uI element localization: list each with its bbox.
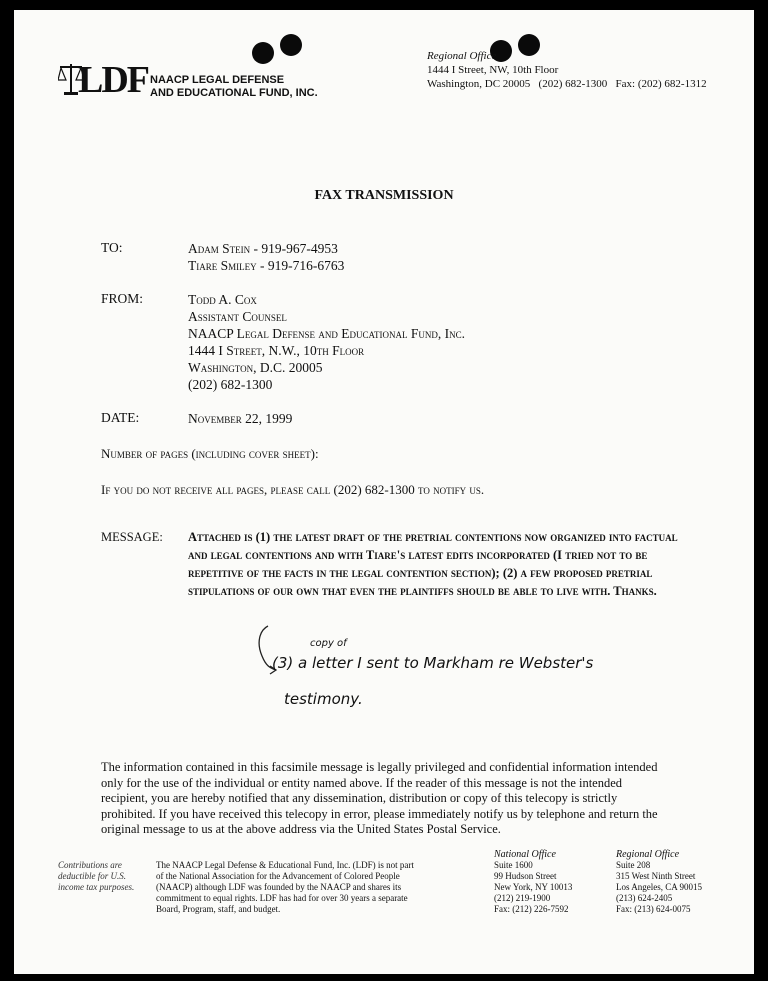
date-value: November 22, 1999: [188, 411, 293, 426]
tax-line-3: income tax purposes.: [58, 882, 135, 892]
national-line-3: New York, NY 10013: [494, 882, 573, 892]
note-line-3: (NAACP) although LDF was founded by the NAACP and shares its: [156, 882, 402, 892]
regional-label: Regional Office: [427, 50, 497, 62]
handwritten-line-1: (3) a letter I sent to Markham re Webster's: [272, 654, 594, 672]
regional-footer-line-5: Fax: (213) 624-0075: [616, 904, 691, 914]
to-line-1: Adam Stein - 919-967-4953: [188, 241, 338, 256]
from-line-1: Todd A. Cox: [188, 292, 257, 307]
from-label: FROM:: [101, 291, 144, 306]
affiliation-note: [156, 860, 446, 915]
regional-footer-line-3: Los Angeles, CA 90015: [616, 882, 703, 892]
message-label: MESSAGE:: [101, 530, 163, 544]
regional-footer-line-4: (213) 624-2405: [616, 893, 673, 903]
national-line-4: (212) 219-1900: [494, 893, 551, 903]
note-line-1: The NAACP Legal Defense & Educational Fund, Inc. (LDF) is not part: [156, 860, 414, 870]
handwritten-line-2: testimony.: [284, 690, 363, 708]
org-name: [150, 74, 318, 100]
regional-footer-line-2: 315 West Ninth Street: [616, 871, 696, 881]
org-line-1: NAACP LEGAL DEFENSE: [150, 74, 285, 86]
regional-address-2: Washington, DC 20005 (202) 682-1300 Fax: (202) 682-1312: [427, 78, 707, 90]
confidentiality-disclaimer: The information contained in this facsimile message is legally privileged and confidential information intended only for the use of the individual or entity named above. If the reader of this message is not the intended recipient, you are hereby notified that any dissemination, distribution or copy of this telecopy is strictly prohibited. If you have received this telecopy in error, please immediately notify us by telephone and return the original message to us at the above address via the United States Postal Service.: [101, 760, 658, 836]
to-label: TO:: [101, 240, 123, 255]
national-line-2: 99 Hudson Street: [494, 871, 557, 881]
from-line-6: (202) 682-1300: [188, 377, 273, 392]
ldf-logo: [58, 60, 148, 100]
regional-address-1: 1444 I Street, NW, 10th Floor: [427, 64, 559, 76]
from-line-4: 1444 I Street, N.W., 10th Floor: [188, 343, 365, 358]
regional-office-footer: [616, 849, 702, 915]
handwritten-insert: copy of: [310, 638, 347, 649]
from-line-2: Assistant Counsel: [188, 309, 287, 324]
pages-line: Number of pages (including cover sheet):: [101, 446, 319, 461]
from-line-5: Washington, D.C. 20005: [188, 360, 323, 375]
message-text: Attached is (1) the latest draft of the pretrial contentions now organized into factual and legal contentions and with Tiare's latest edits incorporated (I tried not to be repetitive of the facts in the legal contention section); (2) a few proposed pretrial stipulations of our own that even the plaintiffs should be able to live with. Thanks.: [188, 530, 678, 598]
punch-hole: [252, 42, 274, 64]
from-line-3: NAACP Legal Defense and Educational Fund, Inc.: [188, 326, 465, 341]
to-block: [188, 240, 344, 274]
handwritten-arrow: [242, 622, 302, 682]
national-line-1: Suite 1600: [494, 860, 533, 870]
tax-line-2: deductible for U.S.: [58, 871, 126, 881]
fax-page: [14, 10, 754, 974]
notify-line: If you do not receive all pages, please call (202) 682-1300 to notify us.: [101, 482, 485, 497]
note-line-2: of the National Association for the Advancement of Colored People: [156, 871, 400, 881]
national-office: [494, 849, 572, 915]
logo-text: LDF: [78, 59, 148, 101]
note-line-5: Board, Program, staff, and budget.: [156, 904, 281, 914]
tax-line-1: Contributions are: [58, 860, 122, 870]
national-line-5: Fax: (212) 226-7592: [494, 904, 569, 914]
tax-note: [58, 860, 134, 893]
regional-footer-line-1: Suite 208: [616, 860, 651, 870]
from-block: [188, 291, 465, 393]
page-title: FAX TRANSMISSION: [314, 188, 454, 203]
to-line-2: Tiare Smiley - 919-716-6763: [188, 258, 345, 273]
regional-footer-heading: Regional Office: [616, 849, 680, 860]
org-line-2: AND EDUCATIONAL FUND, INC.: [150, 87, 318, 99]
punch-hole: [280, 34, 302, 56]
date-label: DATE:: [101, 410, 140, 425]
national-heading: National Office: [494, 849, 556, 860]
note-line-4: commitment to equal rights. LDF has had for over 30 years a separate: [156, 893, 408, 903]
regional-office-header: [427, 49, 707, 91]
